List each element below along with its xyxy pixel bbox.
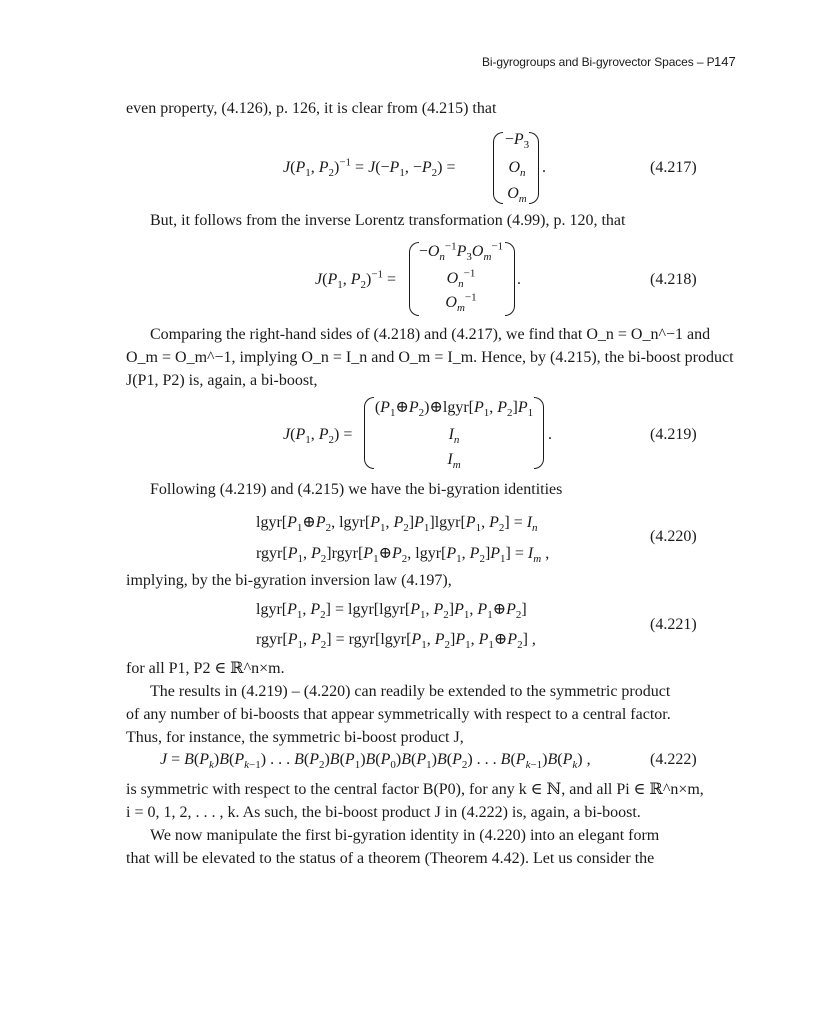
text-line-15: that will be elevated to the status of a theorem (Theorem 4.42). Let us consider the [126, 850, 655, 867]
text-line-11: Thus, for instance, the symmetric bi-boost product J, [126, 729, 464, 746]
equation-4-220-line-1: $lgyr[P_1\oplus P_2$, $lgyr[P_1$, $P_2]P_1]lgyr[P_1$, $P_2] = I_n$ [256, 514, 538, 535]
right-bracket [529, 132, 539, 204]
equation-number: (4.222) [650, 751, 697, 768]
equation-4-220-line-2: $rgyr[P_1$, $P_2]rgyr[P_1\oplus P_2$, $lgyr[P_1$, $P_2]P_1] = I_m$ , [256, 545, 550, 566]
text-line-13: i = 0, 1, 2, . . . , k. As such, the bi-boost product J in (4.222) is, again, a bi-boost. [126, 804, 641, 821]
page-number: 147 [714, 54, 736, 69]
equation-number: (4.219) [650, 426, 697, 443]
equation-4-222-body: $J = B(P_k)B(P_{k-1})$ . . . $B(P_2)B(P_1)B(P_0)B(P_1)B(P_2)$ . . . $B(P_{k-1})B(P_k)$ , [160, 751, 591, 772]
equation-number: (4.218) [650, 271, 697, 288]
running-header [482, 53, 742, 71]
text-line-10: of any number of bi-boosts that appear symmetrically with respect to a central factor. [126, 706, 671, 723]
text-line-9: The results in (4.219) – (4.220) can readily be extended to the symmetric product [150, 683, 671, 700]
equation-4-219-lhs: $J(P_1$, $P_2$) = [283, 426, 353, 447]
text-line-7: implying, by the bi-gyration inversion law (4.197), [126, 572, 452, 589]
equation-number: (4.221) [650, 616, 697, 633]
running-title: Bi-gyrogroups and Bi-gyrovector Spaces – P [482, 55, 715, 69]
text-line-5: J(P1, P2) is, again, a bi-boost, [126, 372, 318, 389]
text-line-14: We now manipulate the first bi-gyration identity in (4.220) into an elegant form [150, 827, 660, 844]
text-line-6: Following (4.219) and (4.215) we have the bi-gyration identities [150, 481, 563, 498]
text-line-4: O_m = O_m^−1, implying O_n = I_n and O_m = I_m. Hence, by (4.215), the bi-boost product [126, 349, 734, 366]
equation-4-221-line-2: $rgyr[P_1$, $P_2$] = $rgyr[lgyr[P_1$, $P_2]P_1$, $P_1\oplus P_2$] , [256, 631, 536, 652]
equation-4-217-lhs: $J(P_1$, $P_2)^{-1} = J(-P_1$, $-P_2$) = [283, 156, 456, 180]
right-bracket [505, 242, 515, 316]
equation-number: (4.217) [650, 159, 697, 176]
text-line-3: Comparing the right-hand sides of (4.218) and (4.217), we find that O_n = O_n^−1 and [150, 326, 711, 343]
right-bracket [534, 397, 544, 469]
equation-number: (4.220) [650, 528, 697, 545]
equation-4-218-lhs: $J(P_1$, $P_2)^{-1}$ = [315, 268, 397, 292]
equation-4-221-line-1: $lgyr[P_1$, $P_2$] = $lgyr[lgyr[P_1$, $P_2]P_1$, $P_1\oplus P_2$] [256, 601, 527, 622]
text-line-2: But, it follows from the inverse Lorentz transformation (4.99), p. 120, that [150, 212, 626, 229]
text-line-1: even property, (4.126), p. 126, it is clear from (4.215) that [126, 100, 497, 117]
text-line-8: for all P1, P2 ∈ ℝ^n×m. [126, 660, 285, 677]
text-line-12: is symmetric with respect to the central factor B(P0), for any k ∈ ℕ, and all Pi ∈ ℝ^n×m, [126, 781, 704, 798]
